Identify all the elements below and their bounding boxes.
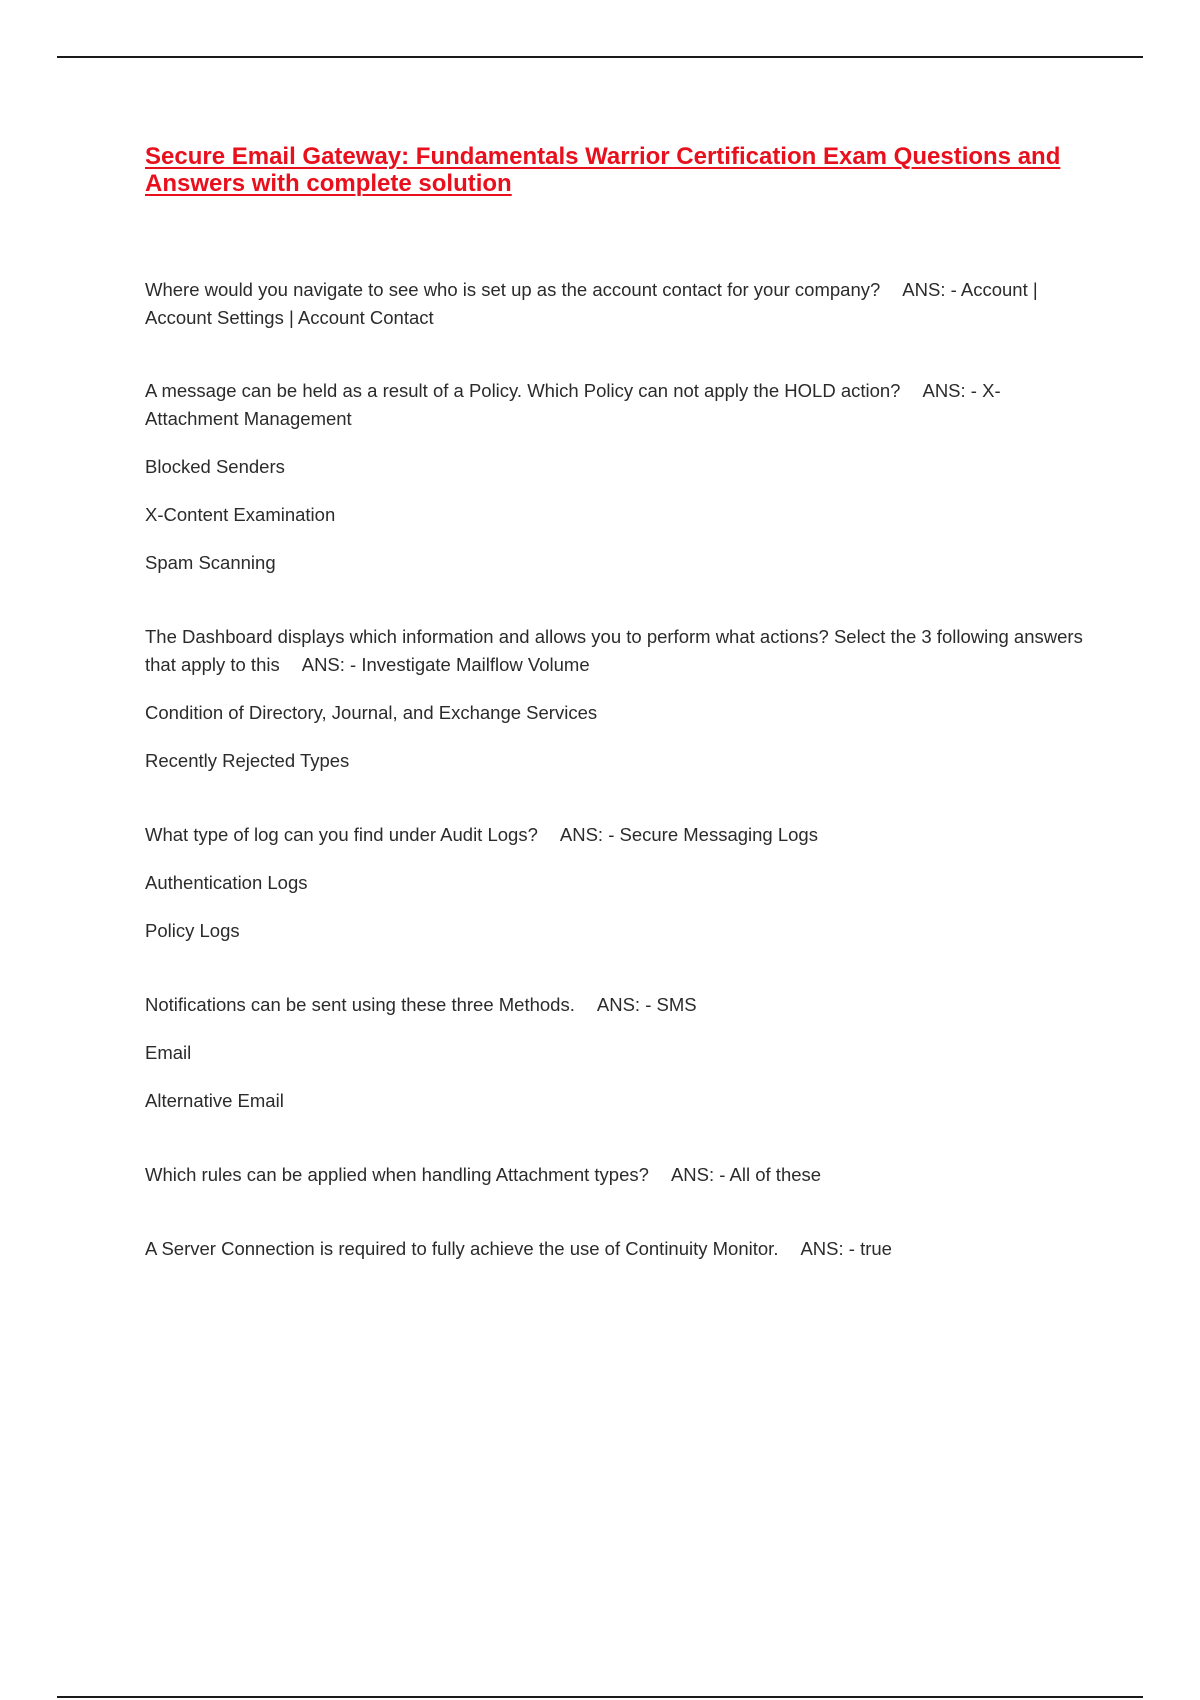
question-text bbox=[145, 1235, 1090, 1263]
answer-option: Blocked Senders bbox=[145, 456, 285, 477]
document-title: Secure Email Gateway: Fundamentals Warrior Certification Exam Questions and Answers with complete solution bbox=[145, 143, 1061, 197]
answer-label: ANS: - Secure Messaging Logs bbox=[559, 824, 818, 845]
answer-label: ANS: - Account | Account Settings | Account Contact bbox=[145, 279, 1038, 328]
header-rule bbox=[57, 56, 1143, 58]
answer-option: Recently Rejected Types bbox=[145, 750, 350, 771]
answer-option: Alternative Email bbox=[145, 1090, 284, 1111]
qa-item-5 bbox=[145, 991, 1090, 1115]
answer-option: X-Content Examination bbox=[145, 504, 336, 525]
question-text bbox=[145, 991, 1090, 1019]
qa-item-3 bbox=[145, 623, 1090, 775]
question-label: Which rules can be applied when handling Attachment types? bbox=[145, 1164, 649, 1185]
answer-option: Spam Scanning bbox=[145, 552, 276, 573]
question-label: A Server Connection is required to fully achieve the use of Continuity Monitor. bbox=[145, 1238, 779, 1259]
answer-label: ANS: - true bbox=[800, 1238, 892, 1259]
footer-rule bbox=[57, 1696, 1143, 1698]
qa-item-2 bbox=[145, 377, 1090, 577]
document-body bbox=[145, 143, 1090, 1283]
question-label: The Dashboard displays which information and allows you to perform what actions? Select the 3 following answers that apply to this bbox=[145, 626, 1083, 675]
question-text bbox=[145, 377, 1090, 433]
answer-label: ANS: - All of these bbox=[670, 1164, 822, 1185]
qa-item-7 bbox=[145, 1235, 1090, 1263]
qa-item-4 bbox=[145, 821, 1090, 945]
question-label: A message can be held as a result of a Policy. Which Policy can not apply the HOLD action? bbox=[145, 380, 901, 401]
answer-label: ANS: - X-Attachment Management bbox=[145, 380, 1001, 429]
question-text bbox=[145, 821, 1090, 849]
question-text bbox=[145, 276, 1090, 332]
answer-option: Email bbox=[145, 1042, 192, 1063]
question-text bbox=[145, 1161, 1090, 1189]
answer-option: Authentication Logs bbox=[145, 872, 308, 893]
answer-label: ANS: - SMS bbox=[596, 994, 697, 1015]
question-text bbox=[145, 623, 1090, 679]
question-label: What type of log can you find under Audit Logs? bbox=[145, 824, 538, 845]
question-label: Where would you navigate to see who is set up as the account contact for your company? bbox=[145, 279, 881, 300]
answer-label: ANS: - Investigate Mailflow Volume bbox=[301, 654, 590, 675]
answer-option: Policy Logs bbox=[145, 920, 240, 941]
question-label: Notifications can be sent using these three Methods. bbox=[145, 994, 575, 1015]
answer-option: Condition of Directory, Journal, and Exchange Services bbox=[145, 702, 598, 723]
qa-item-1 bbox=[145, 276, 1090, 332]
qa-item-6 bbox=[145, 1161, 1090, 1189]
